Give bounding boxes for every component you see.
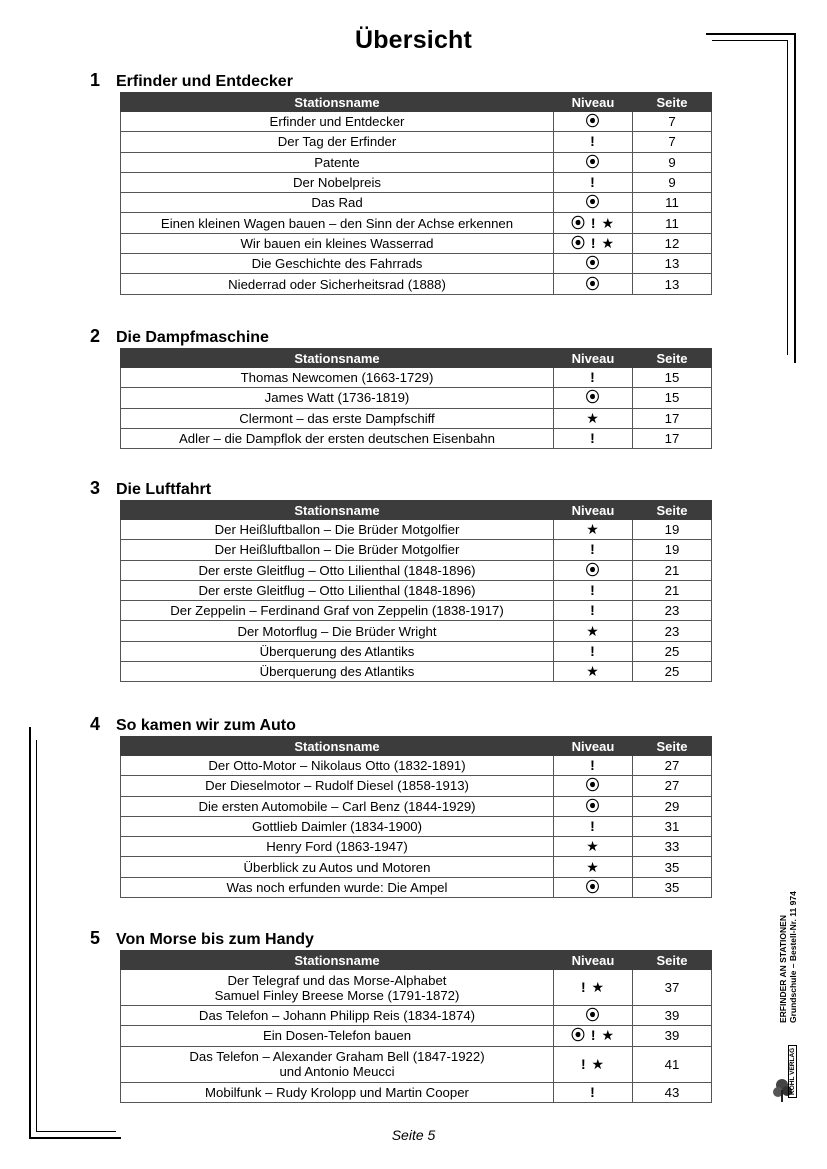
- table-row: [121, 132, 712, 152]
- station-name: Das Telefon – Johann Philipp Reis (1834-1874): [121, 1006, 554, 1026]
- page-number: 7: [633, 132, 712, 152]
- page-number: 9: [633, 152, 712, 172]
- table-row: [121, 1046, 712, 1082]
- station-name: Der Motorflug – Die Brüder Wright: [121, 621, 554, 641]
- table-row: [121, 816, 712, 836]
- section-number: 1: [90, 70, 101, 90]
- niveau-symbols: !: [554, 756, 633, 776]
- station-name: [121, 1046, 554, 1082]
- station-name: Der Heißluftballon – Die Brüder Motgolfier: [121, 540, 554, 560]
- table-row: [121, 601, 712, 621]
- table-row: [121, 520, 712, 540]
- station-name: Der Tag der Erfinder: [121, 132, 554, 152]
- section-5: [90, 928, 712, 1103]
- page-footer: Seite 5: [391, 1127, 436, 1143]
- station-name: Der Dieselmotor – Rudolf Diesel (1858-1913): [121, 776, 554, 796]
- page-number: 7: [633, 112, 712, 132]
- page-number: 29: [633, 796, 712, 816]
- page-number: 41: [633, 1046, 712, 1082]
- station-name: Henry Ford (1863-1947): [121, 837, 554, 857]
- table-row: [121, 970, 712, 1006]
- station-name: Gottlieb Daimler (1834-1900): [121, 816, 554, 836]
- niveau-symbols: ! ★: [554, 970, 633, 1006]
- page-number: 13: [633, 254, 712, 274]
- station-name: Erfinder und Entdecker: [121, 112, 554, 132]
- sidebar-label: [778, 848, 808, 1023]
- page-number: 11: [633, 213, 712, 233]
- header-seite: Seite: [633, 951, 712, 970]
- niveau-symbols: ★: [554, 662, 633, 682]
- page-number: 39: [633, 1006, 712, 1026]
- section-heading: [90, 478, 712, 500]
- header-stationsname: Stationsname: [121, 349, 554, 368]
- niveau-symbols: !: [554, 132, 633, 152]
- station-name: Clermont – das erste Dampfschiff: [121, 408, 554, 428]
- station-name: James Watt (1736-1819): [121, 388, 554, 408]
- station-name: Wir bauen ein kleines Wasserrad: [121, 233, 554, 253]
- section-3: [90, 478, 712, 682]
- table-row: [121, 662, 712, 682]
- station-name: Thomas Newcomen (1663-1729): [121, 368, 554, 388]
- sidebar-line-2: Grundschule – Bestell-Nr. 11 974: [788, 891, 798, 1023]
- station-name: Der Zeppelin – Ferdinand Graf von Zeppelin (1838-1917): [121, 601, 554, 621]
- niveau-symbols: ★: [554, 837, 633, 857]
- page-number: 25: [633, 641, 712, 661]
- station-name: Der erste Gleitflug – Otto Lilienthal (1848-1896): [121, 580, 554, 600]
- table-row: [121, 877, 712, 897]
- station-name: Mobilfunk – Rudy Krolopp und Martin Cooper: [121, 1082, 554, 1102]
- station-name: Die ersten Automobile – Carl Benz (1844-1929): [121, 796, 554, 816]
- tree-logo-icon: [770, 1030, 804, 1104]
- station-name-line-1: Das Telefon – Alexander Graham Bell (1847-1922): [189, 1049, 485, 1065]
- table-row: [121, 796, 712, 816]
- page-number: 21: [633, 580, 712, 600]
- page-number: 19: [633, 540, 712, 560]
- section-title: So kamen wir zum Auto: [116, 717, 296, 734]
- section-number: 3: [90, 478, 101, 498]
- table-row: [121, 408, 712, 428]
- table-row: [121, 641, 712, 661]
- niveau-symbols: ⦿: [554, 560, 633, 580]
- header-seite: Seite: [633, 93, 712, 112]
- table-row: [121, 1026, 712, 1046]
- table-row: [121, 388, 712, 408]
- station-name: Überquerung des Atlantiks: [121, 662, 554, 682]
- publisher-name: KOHL VERLAG: [788, 1045, 797, 1098]
- header-niveau: Niveau: [554, 93, 633, 112]
- section-heading: [90, 70, 712, 92]
- station-name: Das Rad: [121, 193, 554, 213]
- table-row: [121, 857, 712, 877]
- top-right-frame-v1: [794, 33, 796, 363]
- niveau-symbols: ⦿: [554, 1006, 633, 1026]
- niveau-symbols: !: [554, 601, 633, 621]
- niveau-symbols: ⦿: [554, 796, 633, 816]
- header-niveau: Niveau: [554, 951, 633, 970]
- top-right-frame-v2: [787, 40, 788, 355]
- niveau-symbols: !: [554, 641, 633, 661]
- section-title: Von Morse bis zum Handy: [116, 931, 314, 948]
- section-1: [90, 70, 712, 295]
- table-row: [121, 193, 712, 213]
- table-row: [121, 837, 712, 857]
- niveau-symbols: ⦿: [554, 274, 633, 294]
- page-number: 33: [633, 837, 712, 857]
- header-niveau: Niveau: [554, 737, 633, 756]
- page-number: 27: [633, 776, 712, 796]
- table-header-row: [121, 501, 712, 520]
- niveau-symbols: !: [554, 172, 633, 192]
- table-row: [121, 621, 712, 641]
- page-number: 39: [633, 1026, 712, 1046]
- section-number: 5: [90, 928, 101, 948]
- page-number: 25: [633, 662, 712, 682]
- header-stationsname: Stationsname: [121, 501, 554, 520]
- table-header-row: [121, 737, 712, 756]
- niveau-symbols: !: [554, 1082, 633, 1102]
- header-stationsname: Stationsname: [121, 737, 554, 756]
- table-row: [121, 756, 712, 776]
- niveau-symbols: ★: [554, 408, 633, 428]
- station-name-line-2: und Antonio Meucci: [279, 1064, 395, 1080]
- station-name: Einen kleinen Wagen bauen – den Sinn der Achse erkennen: [121, 213, 554, 233]
- niveau-symbols: ★: [554, 621, 633, 641]
- section-title: Erfinder und Entdecker: [116, 73, 293, 90]
- station-name: Die Geschichte des Fahrrads: [121, 254, 554, 274]
- page-number: 12: [633, 233, 712, 253]
- table-row: [121, 368, 712, 388]
- table-header-row: [121, 349, 712, 368]
- niveau-symbols: ⦿: [554, 193, 633, 213]
- niveau-symbols: ⦿: [554, 112, 633, 132]
- section-title: Die Dampfmaschine: [116, 329, 269, 346]
- niveau-symbols: ⦿: [554, 776, 633, 796]
- section-heading: [90, 714, 712, 736]
- station-name-line-2: Samuel Finley Breese Morse (1791-1872): [214, 987, 460, 1003]
- header-stationsname: Stationsname: [121, 93, 554, 112]
- niveau-symbols: ⦿: [554, 152, 633, 172]
- station-name: Ein Dosen-Telefon bauen: [121, 1026, 554, 1046]
- table-row: [121, 172, 712, 192]
- niveau-symbols: !: [554, 368, 633, 388]
- station-table: [120, 500, 712, 682]
- section-2: [90, 326, 712, 449]
- niveau-symbols: ⦿ ! ★: [554, 233, 633, 253]
- station-name: Niederrad oder Sicherheitsrad (1888): [121, 274, 554, 294]
- station-name: Überblick zu Autos und Motoren: [121, 857, 554, 877]
- page-number: 35: [633, 857, 712, 877]
- table-row: [121, 1006, 712, 1026]
- table-row: [121, 580, 712, 600]
- section-heading: [90, 326, 712, 348]
- niveau-symbols: !: [554, 580, 633, 600]
- table-row: [121, 152, 712, 172]
- section-4: [90, 714, 712, 898]
- page-title: Übersicht: [354, 26, 473, 54]
- page-number: 19: [633, 520, 712, 540]
- page-number: 13: [633, 274, 712, 294]
- niveau-symbols: ⦿ ! ★: [554, 1026, 633, 1046]
- page-number: 17: [633, 408, 712, 428]
- niveau-symbols: !: [554, 816, 633, 836]
- niveau-symbols: ⦿: [554, 877, 633, 897]
- section-heading: [90, 928, 712, 950]
- table-row: [121, 112, 712, 132]
- station-name: Der Nobelpreis: [121, 172, 554, 192]
- section-number: 4: [90, 714, 101, 734]
- station-name-line-1: Der Telegraf und das Morse-Alphabet: [227, 972, 447, 988]
- station-name: Überquerung des Atlantiks: [121, 641, 554, 661]
- niveau-symbols: ⦿ ! ★: [554, 213, 633, 233]
- header-seite: Seite: [633, 501, 712, 520]
- station-table: [120, 950, 712, 1103]
- page-number: 27: [633, 756, 712, 776]
- bottom-left-frame-v1: [29, 727, 31, 1139]
- publisher-logo: [770, 1030, 804, 1104]
- station-name: Was noch erfunden wurde: Die Ampel: [121, 877, 554, 897]
- header-niveau: Niveau: [554, 501, 633, 520]
- page-number: 15: [633, 388, 712, 408]
- header-seite: Seite: [633, 737, 712, 756]
- page-number: 9: [633, 172, 712, 192]
- table-row: [121, 1082, 712, 1102]
- table-header-row: [121, 951, 712, 970]
- table-row: [121, 776, 712, 796]
- page-number: 21: [633, 560, 712, 580]
- page-number: 23: [633, 621, 712, 641]
- header-seite: Seite: [633, 349, 712, 368]
- station-table: [120, 92, 712, 295]
- page-number: 31: [633, 816, 712, 836]
- section-title: Die Luftfahrt: [116, 481, 212, 498]
- table-row: [121, 560, 712, 580]
- niveau-symbols: !: [554, 540, 633, 560]
- niveau-symbols: ★: [554, 857, 633, 877]
- page-number: 15: [633, 368, 712, 388]
- station-name: Adler – die Dampflok der ersten deutschen Eisenbahn: [121, 428, 554, 448]
- page-number: 43: [633, 1082, 712, 1102]
- header-niveau: Niveau: [554, 349, 633, 368]
- station-name: Der Otto-Motor – Nikolaus Otto (1832-1891): [121, 756, 554, 776]
- page-number: 11: [633, 193, 712, 213]
- table-row: [121, 274, 712, 294]
- header-stationsname: Stationsname: [121, 951, 554, 970]
- sidebar-line-1: ERFINDER AN STATIONEN: [778, 915, 788, 1023]
- table-header-row: [121, 93, 712, 112]
- page-number: 17: [633, 428, 712, 448]
- station-name: Der Heißluftballon – Die Brüder Motgolfier: [121, 520, 554, 540]
- niveau-symbols: ⦿: [554, 388, 633, 408]
- page-number: 35: [633, 877, 712, 897]
- station-name: Patente: [121, 152, 554, 172]
- station-name: Der erste Gleitflug – Otto Lilienthal (1848-1896): [121, 560, 554, 580]
- table-row: [121, 233, 712, 253]
- station-name: [121, 970, 554, 1006]
- section-number: 2: [90, 326, 101, 346]
- station-table: [120, 736, 712, 898]
- table-row: [121, 428, 712, 448]
- table-row: [121, 213, 712, 233]
- niveau-symbols: !: [554, 428, 633, 448]
- niveau-symbols: ★: [554, 520, 633, 540]
- table-row: [121, 254, 712, 274]
- page-number: 23: [633, 601, 712, 621]
- bottom-left-frame-v2: [36, 740, 37, 1132]
- table-row: [121, 540, 712, 560]
- niveau-symbols: ⦿: [554, 254, 633, 274]
- page-number: 37: [633, 970, 712, 1006]
- niveau-symbols: ! ★: [554, 1046, 633, 1082]
- station-table: [120, 348, 712, 449]
